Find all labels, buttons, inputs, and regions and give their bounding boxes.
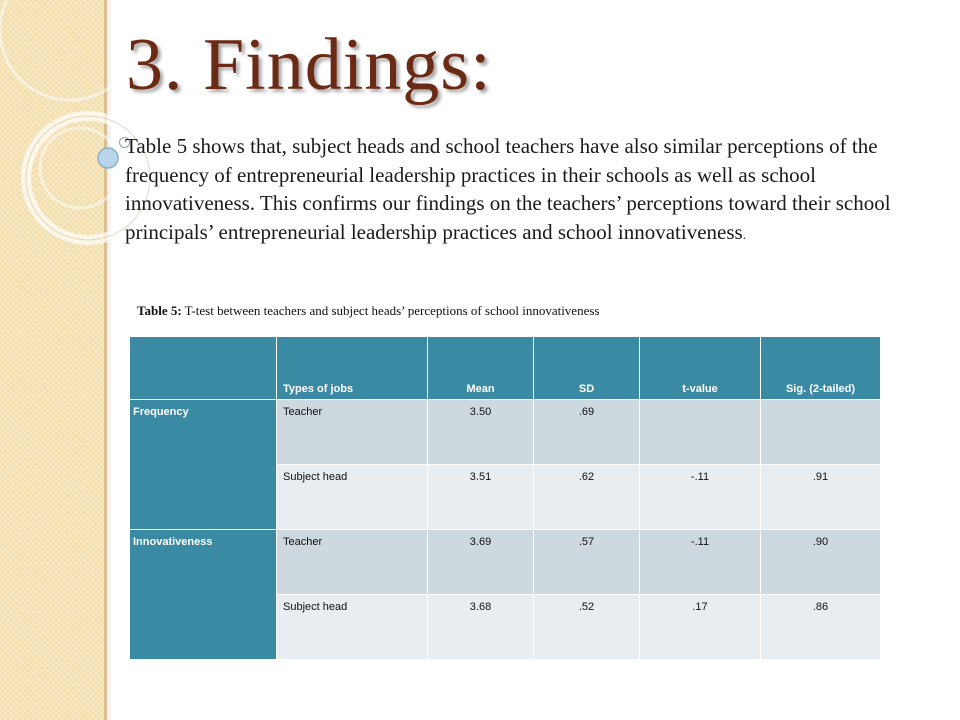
cell-t-value <box>640 400 761 465</box>
cell-type: Teacher <box>277 530 428 595</box>
cell-mean: 3.68 <box>428 595 534 660</box>
decorative-blue-dot <box>98 148 118 168</box>
cell-sd: .62 <box>534 465 640 530</box>
header-t-value: t-value <box>640 337 761 400</box>
header-sig: Sig. (2-tailed) <box>761 337 881 400</box>
header-mean: Mean <box>428 337 534 400</box>
cell-sd: .52 <box>534 595 640 660</box>
cell-mean: 3.69 <box>428 530 534 595</box>
header-types-of-jobs: Types of jobs <box>277 337 428 400</box>
cell-sig <box>761 400 881 465</box>
table-caption-text: T-test between teachers and subject heads’ perceptions of school innovativeness <box>181 303 600 318</box>
cell-type: Teacher <box>277 400 428 465</box>
group-frequency: Frequency <box>130 400 277 530</box>
table-caption <box>137 303 599 319</box>
cell-sig: .91 <box>761 465 881 530</box>
ttest-table <box>129 336 881 660</box>
cell-mean: 3.50 <box>428 400 534 465</box>
cell-t-value: -.11 <box>640 465 761 530</box>
cell-sd: .57 <box>534 530 640 595</box>
table-caption-label: Table 5: <box>137 303 182 318</box>
cell-type: Subject head <box>277 595 428 660</box>
table-row <box>130 400 881 465</box>
decorative-ring-top <box>0 0 140 100</box>
header-sd: SD <box>534 337 640 400</box>
cell-sig: .86 <box>761 595 881 660</box>
findings-paragraph <box>125 132 937 249</box>
group-innovativeness: Innovativeness <box>130 530 277 660</box>
cell-t-value: -.11 <box>640 530 761 595</box>
cell-type: Subject head <box>277 465 428 530</box>
cell-mean: 3.51 <box>428 465 534 530</box>
table-header-row <box>130 337 881 400</box>
table-row <box>130 530 881 595</box>
cell-sd: .69 <box>534 400 640 465</box>
cell-t-value: .17 <box>640 595 761 660</box>
slide-title: 3. Findings: <box>126 24 492 106</box>
findings-end-period: . <box>742 226 746 242</box>
cell-sig: .90 <box>761 530 881 595</box>
header-group <box>130 337 277 400</box>
findings-text: Table 5 shows that, subject heads and school teachers have also similar perceptions of the frequency of entrepreneurial leadership practices in their schools as well as school innovativeness. This confirms our findings on the teachers’ perceptions toward their school principals’ entrepreneurial leadership practices and school innovativeness <box>125 134 891 244</box>
